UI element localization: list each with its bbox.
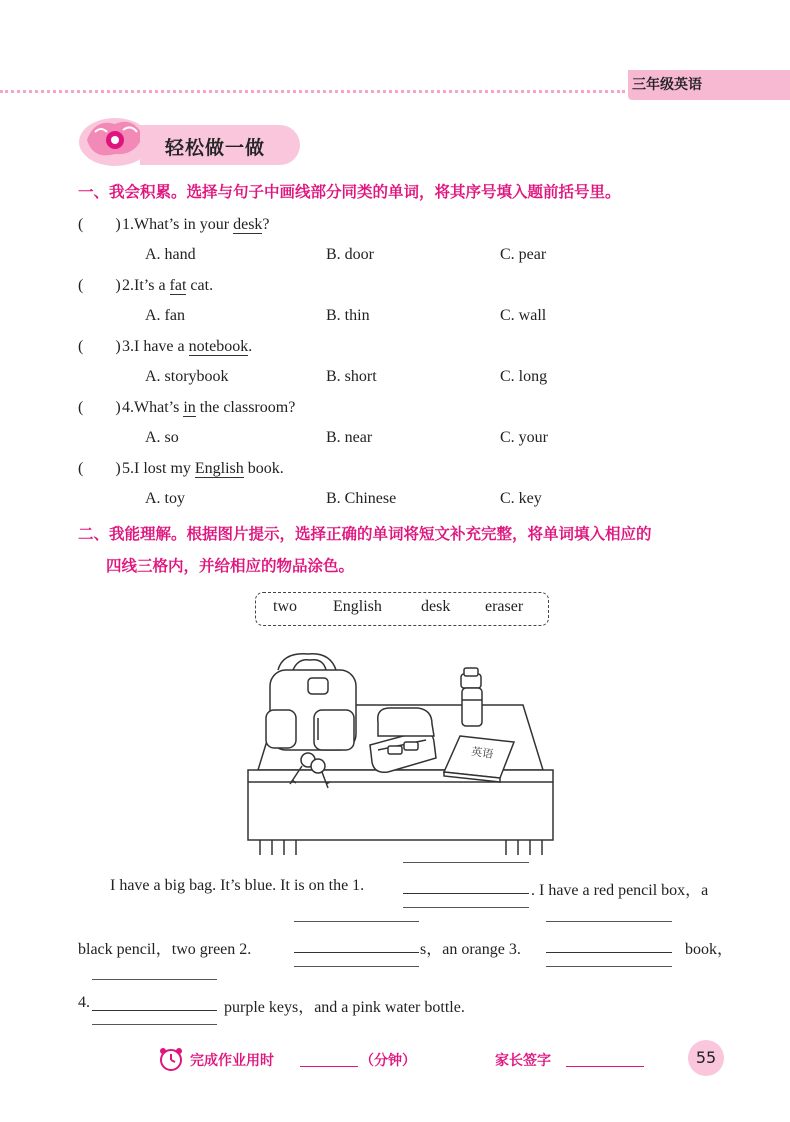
option-a: A. hand	[145, 246, 196, 263]
passage-text: s，an orange 3.	[420, 941, 521, 958]
alarm-clock-icon	[158, 1046, 184, 1072]
page-number: 55	[688, 1040, 724, 1076]
underlined-word: English	[194, 460, 244, 477]
question-number: 5.	[122, 460, 134, 477]
option-b: B. thin	[326, 307, 370, 324]
passage-text: purple keys，and a pink water bottle.	[224, 999, 465, 1016]
question-text: .	[248, 338, 253, 355]
question-text: cat.	[186, 277, 214, 294]
option-c: C. key	[500, 490, 542, 507]
section1-instruction: 一、我会积累。选择与句子中画线部分同类的单词，将其序号填入题前括号里。	[78, 183, 621, 201]
book-label: 英语	[470, 744, 494, 761]
question-text: ?	[262, 216, 270, 233]
option-b: B. short	[326, 368, 377, 385]
underlined-word: notebook	[188, 338, 249, 355]
four-line-guide	[403, 862, 529, 863]
option-c: C. your	[500, 429, 548, 446]
question-text: book.	[243, 460, 284, 477]
option-c: C. long	[500, 368, 548, 385]
answer-bracket-5[interactable]: ( )	[78, 460, 121, 477]
answer-bracket-4[interactable]: ( )	[78, 399, 121, 416]
answer-blank-2[interactable]	[294, 934, 419, 953]
option-c: C. pear	[500, 246, 547, 263]
question-1	[122, 216, 270, 234]
answer-bracket-1[interactable]: ( )	[78, 216, 121, 233]
option-b: B. near	[326, 429, 373, 446]
option-b: B. door	[326, 246, 374, 263]
underlined-word: desk	[233, 216, 263, 233]
answer-blank-3[interactable]	[546, 934, 672, 953]
signature-blank[interactable]	[566, 1052, 644, 1067]
passage-text: . I have a red pencil box，a	[531, 882, 709, 899]
question-number: 4.	[122, 399, 134, 416]
question-4	[122, 399, 295, 417]
time-blank[interactable]	[300, 1052, 358, 1067]
passage-text: book，	[685, 941, 734, 958]
option-a: A. storybook	[145, 368, 229, 385]
question-text: It’s a	[134, 277, 170, 294]
word-bank-item: eraser	[485, 598, 524, 615]
answer-bracket-2[interactable]: ( )	[78, 277, 121, 294]
section2-instruction-line2: 四线三格内，并给相应的物品涂色。	[106, 557, 355, 575]
word-bank-item: desk	[421, 598, 451, 615]
signature-label: 家长签字	[495, 1053, 551, 1069]
time-unit: （分钟）	[360, 1053, 416, 1069]
option-b: B. Chinese	[326, 490, 397, 507]
four-line-guide	[92, 1024, 217, 1025]
underlined-word: fat	[169, 277, 187, 294]
four-line-guide	[546, 921, 672, 922]
question-5	[122, 460, 284, 478]
passage-text: black pencil，two green 2.	[78, 941, 252, 958]
banner-title: 轻松做一做	[165, 137, 266, 159]
option-a: A. toy	[145, 490, 185, 507]
question-text: I lost my	[134, 460, 195, 477]
passage-text: I have a big bag. It’s blue. It is on the 1.	[110, 877, 365, 894]
option-a: A. so	[145, 429, 179, 446]
option-a: A. fan	[145, 307, 185, 324]
four-line-guide	[92, 979, 217, 980]
answer-blank-1[interactable]	[403, 875, 529, 894]
question-number: 1.	[122, 216, 134, 233]
desk-illustration	[238, 650, 558, 860]
time-label: 完成作业用时	[190, 1053, 274, 1069]
question-number: 2.	[122, 277, 134, 294]
option-c: C. wall	[500, 307, 547, 324]
question-number: 3.	[122, 338, 134, 355]
question-text: the classroom?	[195, 399, 296, 416]
word-bank-item: two	[273, 598, 297, 615]
four-line-guide	[294, 966, 419, 967]
answer-blank-4[interactable]	[92, 992, 217, 1011]
answer-bracket-3[interactable]: ( )	[78, 338, 121, 355]
question-2	[122, 277, 213, 295]
question-text: What’s	[134, 399, 184, 416]
four-line-guide	[403, 907, 529, 908]
four-line-guide	[294, 921, 419, 922]
four-line-guide	[546, 966, 672, 967]
grade-label: 三年级英语	[632, 77, 702, 93]
water-bottle-icon	[461, 668, 482, 726]
passage-text: 4.	[78, 994, 90, 1011]
header-dotted-line	[0, 90, 625, 93]
word-bank-item: English	[333, 598, 382, 615]
underlined-word: in	[183, 399, 196, 416]
backpack-icon	[266, 654, 356, 750]
question-text: I have a	[134, 338, 189, 355]
section2-instruction-line1: 二、我能理解。根据图片提示，选择正确的单词将短文补充完整，将单词填入相应的	[78, 525, 652, 543]
question-text: What’s in your	[134, 216, 234, 233]
question-3	[122, 338, 252, 356]
